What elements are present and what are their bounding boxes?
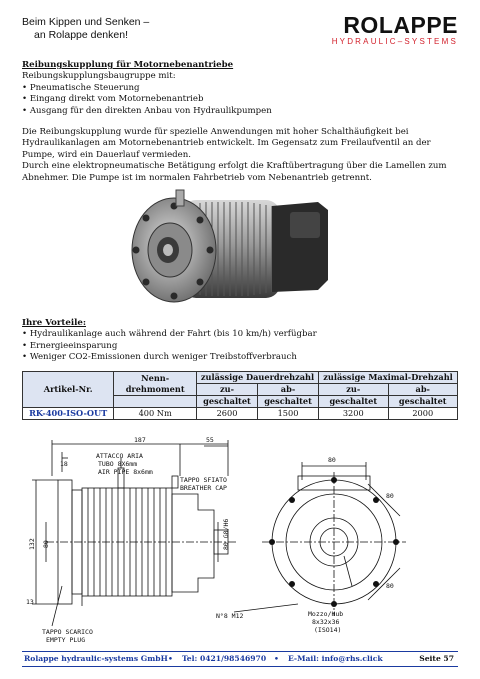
breather-label-1: TAPPO SFIATO (180, 476, 227, 484)
hub-label-3: (ISO14) (314, 626, 342, 634)
sub-torque-blank (114, 396, 197, 408)
list-item: • Eingang direkt vom Motornebenantrieb (22, 94, 458, 105)
side-dim-80-diag2: 80 (386, 582, 394, 590)
cell-torque: 400 Nm (114, 408, 197, 420)
sub-engaged: zu- (196, 384, 257, 396)
description-paragraph: Die Reibungskupplung wurde für spezielle Anwendungen mit hoher Schalthäufigkeit bei Hydraulikanlagen am Motornebenantrieb entwickelt. Im Gegensatz zum Freilaufventil an der Pumpe, wird ein Dauerlauf vermieden. (22, 127, 431, 160)
advantages-section (22, 318, 317, 364)
clutch-photo (122, 186, 354, 308)
hub-label-2: 8x32x36 (312, 618, 340, 626)
section-title: Reibungskupplung für Motornebenantriebe (22, 60, 234, 70)
footer-bullet: • (274, 654, 279, 663)
intro-section (22, 60, 458, 184)
hub-label-1: Mozzo/Hub (308, 610, 344, 618)
footer-email[interactable]: E-Mail: info@rhs.click (288, 654, 383, 663)
sub-disengaged: ab- (258, 384, 319, 396)
slogan (22, 16, 149, 42)
air-label-1: ATTACCO ARIA (96, 452, 143, 460)
header-article: Artikel-Nr. (23, 372, 114, 408)
page-number: Seite 57 (419, 654, 454, 663)
section-subtitle: Reibungskupplungsbaugruppe mit: (22, 71, 176, 82)
dim-80-h: 80 G8/H6 (222, 518, 230, 550)
list-item: • Pneumatische Steuerung (22, 83, 458, 94)
air-label-3: AIR PIPE 8x6mm (98, 468, 153, 476)
cell-max-off: 2000 (388, 408, 458, 420)
dim-18: 18 (60, 460, 68, 468)
footer-company: Rolappe hydraulic-systems GmbH (24, 654, 168, 663)
cell-max-on: 3200 (319, 408, 388, 420)
brand-logo (332, 13, 458, 47)
cell-cont-off: 1500 (258, 408, 319, 420)
slogan-line-1: Beim Kippen und Senken – (22, 16, 150, 28)
header-max-speed: zulässige Maximal-Drehzahl (319, 372, 458, 384)
technical-drawing (22, 436, 462, 646)
description-paragraph: Durch eine elektropneumatische Betätigung erfolgt die Kraftübertragung über die Lamellen zum Abnehmer. Die Pumpe ist im normalen Fahrbetrieb vom Nebenantrieb getrennt. (22, 161, 447, 183)
advantages-list (22, 329, 317, 363)
sub-engaged-2: geschaltet (319, 396, 388, 408)
sub-disengaged-2: geschaltet (258, 396, 319, 408)
dim-13: 13 (26, 598, 34, 606)
dim-80: 80 (42, 540, 50, 548)
air-label-2: TUBO 8X6mm (98, 460, 138, 468)
header-torque-2: drehmoment (125, 383, 185, 394)
cell-cont-on: 2600 (196, 408, 257, 420)
footer-bullet: • (168, 654, 173, 663)
list-item: • Weniger CO2-Emissionen durch weniger Treibstoffverbrauch (22, 352, 317, 363)
list-item: • Ernergieeinsparung (22, 341, 317, 352)
dim-55: 55 (206, 436, 214, 444)
drain-label-1: TAPPO SCARICO (42, 628, 93, 636)
sub-engaged: zu- (319, 384, 388, 396)
advantages-heading: Ihre Vorteile: (22, 318, 86, 328)
footer-phone[interactable]: Tel: 0421/98546970 (182, 654, 267, 663)
side-dim-80-diag: 80 (386, 492, 394, 500)
header-torque (114, 372, 197, 396)
bolt-label: N°8 M12 (216, 612, 244, 620)
sub-disengaged: ab- (388, 384, 458, 396)
article-table (22, 371, 458, 420)
table-row (23, 408, 458, 420)
breather-label-2: BREATHER CAP (180, 484, 227, 492)
slogan-line-2: an Rolappe denken! (34, 29, 128, 41)
sub-engaged-2: geschaltet (196, 396, 257, 408)
list-item: • Ausgang für den direkten Anbau von Hydraulikpumpen (22, 106, 458, 117)
dim-132: 132 (28, 538, 36, 550)
brand-name: ROLAPPE (343, 12, 458, 38)
sub-disengaged-2: geschaltet (388, 396, 458, 408)
brand-subtitle: HYDRAULIC–SYSTEMS (331, 37, 458, 46)
dim-187: 187 (134, 436, 146, 444)
header-continuous-speed: zulässige Dauerdrehzahl (196, 372, 318, 384)
list-item: • Hydraulikanlage auch während der Fahrt (bis 10 km/h) verfügbar (22, 329, 317, 340)
side-dim-80-top: 80 (328, 456, 336, 464)
footer (22, 651, 458, 667)
cell-article[interactable]: RK-400-ISO-OUT (23, 408, 114, 420)
drain-label-2: EMPTY PLUG (46, 636, 86, 644)
feature-list (22, 83, 458, 117)
header-torque-1: Nenn- (141, 372, 170, 383)
